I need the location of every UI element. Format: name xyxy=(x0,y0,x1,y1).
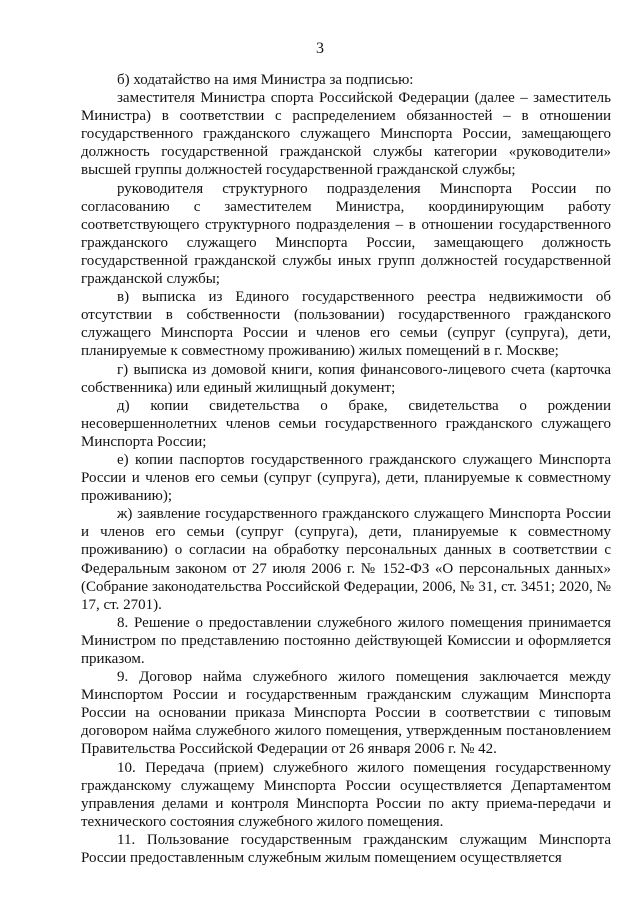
paragraph-8-decision: 8. Решение о предоставлении служебного жилого помещения принимается Министром по представлению постоянно действующей Комиссии и оформляется приказом. xyxy=(81,614,611,667)
paragraph-zh-consent: ж) заявление государственного гражданского служащего Минспорта России и членов его семьи (супруг (супруга), дети, планируемые к совместному проживанию) о согласии на обработку персональных данных в соответствии с Федеральным законом от 27 июля 2006 г. № 152-ФЗ «О персональных данных» (Собрание законодательства Российской Федерации, 2006, № 31, ст. 3451; 2020, № 17, ст. 2701). xyxy=(81,506,611,613)
paragraph-d-certificates: д) копии свидетельства о браке, свидетельства о рождении несовершеннолетних членов семьи государственного гражданского служащего Минспорта России; xyxy=(81,397,611,450)
paragraph-e-passports: е) копии паспортов государственного гражданского служащего Минспорта России и членов его семьи (супруг (супруга), дети, планируемые к совместному проживанию); xyxy=(81,451,611,505)
page-number: 3 xyxy=(316,40,324,57)
paragraph-g-house-book: г) выписка из домовой книги, копия финансового-лицевого счета (карточка собственника) или единый жилищный документ; xyxy=(81,361,611,396)
paragraph-deputy-minister: заместителя Министра спорта Российской Федерации (далее – заместитель Министра) в соответствии с распределением обязанностей – в отношении государственного гражданского служащего Минспорта России, замещающего должность государственной гражданской службы категории «руководители» высшей группы должностей государственной гражданской службы; xyxy=(81,90,611,179)
paragraph-unit-head: руководителя структурного подразделения Минспорта России по согласованию с заместителем Министра, координирующим работу соответствующего структурного подразделения – в отношении государственного гражданского служащего Минспорта России, замещающего должность государственной гражданской службы иных групп должностей государственной гражданской службы; xyxy=(81,180,611,288)
paragraph-10-handover: 10. Передача (прием) служебного жилого помещения государственному гражданскому служащему Минспорта России осуществляется Департаментом управления делами и контроля Минспорта России по акту приема-передачи и технического состояния служебного жилого помещения. xyxy=(81,759,611,830)
paragraph-11-usage: 11. Пользование государственным гражданским служащим Минспорта России предоставленным служебным жилым помещением осуществляется xyxy=(81,831,611,867)
paragraph-9-lease: 9. Договор найма служебного жилого помещения заключается между Минспортом России и государственным гражданским служащим Минспорта России на основании приказа Минспорта России в соответствии с типовым договором найма служебного жилого помещения, утвержденным постановлением Правительства Российской Федерации от 26 января 2006 г. № 42. xyxy=(81,669,611,758)
paragraph-b-petition: б) ходатайство на имя Министра за подписью: xyxy=(117,72,414,88)
paragraph-v-registry-extract: в) выписка из Единого государственного реестра недвижимости об отсутствии в собственности (пользовании) государственного гражданского служащего Минспорта России и членов его семьи (супруг (супруга), дети, планируемые к совместному проживанию) жилых помещений в г. Москве; xyxy=(81,289,611,360)
document-body xyxy=(81,71,611,867)
